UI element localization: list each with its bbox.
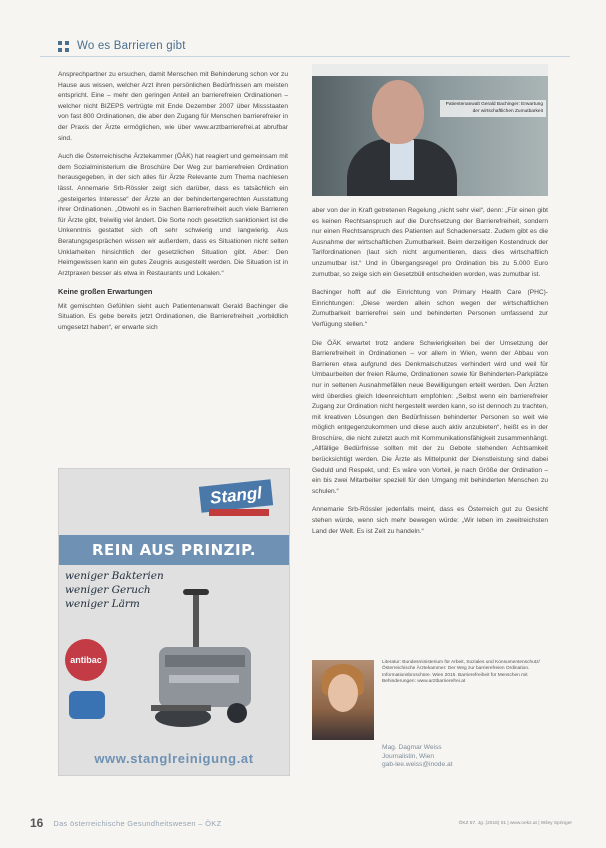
slogan-line: weniger Bakterien (65, 570, 164, 582)
page-footer (30, 815, 576, 831)
author-line: Mag. Dagmar Weiss (382, 744, 442, 751)
author-references: Literatur: Bundesministerium für Arbeit, Soziales und Konsumentenschutz/Österreichische Ärztekammer: Der Weg zur barrierefreien Ordination. Informationsbroschüre. Wien 2015. Barrierefreiheit für Menschen mit Behinderungen: www.arztbarrierefrei.at (382, 660, 540, 685)
cleaning-badge-icon (69, 691, 105, 719)
paragraph: Annemarie Srb-Rössler jedenfalls meint, dass es Österreich gut zu Gesicht stehen würde, wenn sich mehr bewegen würde: „Wir leben im zweitreichsten Land der Welt. Es ist Zeit zu handeln.“ (312, 506, 548, 535)
portrait-photo (312, 64, 548, 196)
ad-url-link[interactable]: www.stanglreinigung.at (94, 751, 254, 766)
paragraph: Mit gemischten Gefühlen sieht auch Patientenanwalt Gerald Bachinger die Situation. Es gebe bereits jetzt Ordinationen, die Barrierefreiheit „vorbildlich umgesetzt haben“, er erwarte sich (58, 302, 288, 332)
brand-logo: Stangl (199, 479, 273, 512)
section-title: Wo es Barrieren gibt (77, 40, 186, 52)
photo-caption: Patientenanwalt Gerald Bachinger: Erwartung der wirtschaftlichen Zumutbarkeit (440, 100, 546, 117)
paragraph: Die ÖÄK erwartet trotz andere Schwierigkeiten bei der Umsetzung der Barrierefreiheit in Ordinationen – vor allem in Wien, wenn der Abbau von Barrieren etwa aufgrund des Denkmalschutzes verhindert wird und weil für Umbaurbeiten der freien Räume, Ordinationen sowie für Behinderten-Parkplätze nur in seltenen Ausnahmefällen neue Bewilligungen erteilt werden. Den Ärzten wird überdies gleich Ideenreichtum empfohlen: „Selbst wenn ein barrierefreier Zugang zur Ordination nicht hergestellt werden kann, so ist dennoch zu trachten, mit kreativen Lösungen den Bedürfnissen behinderter Personen so weit wie möglich entgegenzukommen und diese auch aktiv anzubieten“, heißt es in der Broschüre, die nicht zuletzt auch mit Kommunikationsfähigkeit zusammenhängt. „Allfällige Bedürfnisse sollten mit der zu Gebote stehenden Achtsamkeit berücksichtigt werden. Die Ärzte als Mittelpunkt der Dienstleistung sind dabei Geduld und Respekt, und: Es wäre von Vorteil, je nach Größe der Ordination – ein bis zwei Mitarbeiter speziell für den Umgang mit behinderten Menschen zu schulen.“ (312, 339, 548, 495)
scrubber-machine-icon (145, 587, 265, 733)
section-header (58, 40, 186, 52)
author-box (312, 660, 548, 780)
paragraph: Bachinger hofft auf die Einrichtung von Primary Health Care (PHC)-Einrichtungen: „Diese werden allein schon wegen der wirtschaftlichen Zumutbarkeit barrierefrei sein und behinderten Personen umfassend zur Verfügung stellen.“ (312, 289, 548, 328)
slogan-line: weniger Geruch (65, 584, 151, 596)
antibac-badge: antibac (65, 639, 107, 681)
author-line: Journalistin, Wien (382, 752, 435, 760)
slogan-line: weniger Lärm (65, 598, 140, 610)
grid-dots-icon (58, 41, 69, 52)
ad-headline: REIN AUS PRINZIP. (59, 535, 289, 565)
advertisement[interactable] (58, 468, 290, 776)
logo-stripe (209, 509, 269, 516)
paragraph: Ansprechpartner zu ersuchen, damit Menschen mit Behinderung schon vor zu Hause aus wissen, welcher Arzt ihren persönlichen Bedürfnissen am meisten entspricht. Eine – mehr den geringen Anteil an barrierefreien Ordinationen – welcher nicht BIZEPS vertrügte mit Ende Dezember 2007 über Missstaaten von fast 800 Ordinationen, die aber den Zugang für Menschen barrierefreier in der Praxis der Ärzte ermöglichen, wie über www.arztbarrierefrei.at abrufbar sind. (58, 71, 288, 142)
footer-meta: ÖKZ 57. Jg. (2016) 01 | www.oekz.at | Wiley Springer (458, 820, 572, 826)
subheading: Keine großen Erwartungen (58, 287, 153, 297)
footer-title: Das österreichische Gesundheitswesen – ÖKZ (53, 818, 222, 828)
author-photo (312, 660, 374, 740)
right-column (312, 206, 548, 545)
paragraph: Auch die Österreichische Ärztekammer (ÖÄK) hat reagiert und gemeinsam mit dem Sozialministerium die Broschüre Der Weg zur barrierefreien Ordination herausgegeben, in der sich alles für Ärzte Relevante zum Thema nachlesen lässt. Annemarie Srb-Rössler zeigt sich darüber, dass es tatsächlich ein „gesteigertes Interesse“ der Ärzte an der behindertengerechten Ausstattung ihrer Ordinationen. „Obwohl es in Sachen Barrierefreiheit auch viele Barrieren für Ärzte gibt, freiwilig viel ändert. Die Sorte noch gesetzlich sanktioniert ist die Unkenntnis gestattet sich oft sehr schwierig und langwierig. Aus Beratungsgesprächen wissen wir außerdem, dass es Situationen nicht selten Unklarheiten hinsichtlich der gesetzlichen Situation gibt. Aber: Den Heimgewissen kann ein gutes Zeugnis ausgestellt werden. Die Situation ist in Arztpraxen besser als etwa in Restaurants und Lokalen.“ (58, 153, 288, 277)
paragraph: aber von der in Kraft getretenen Regelung „nicht sehr viel“, denn: „Für einen gibt es keinen Rechtsanspruch auf die Durchsetzung der Barrierefreiheit, sondern nur einen Rechtsanspruch des Patienten auf Schadenersatz. Zudem gibt es die Ausnahme der wirtschaftlichen Zumutbarkeit. Beim derzeitigen Kostendruck der Tarifordinationen (laut sich nicht argumentieren, dass dies wirtschaftlich unzumutbar ist.“ Und in Übergangsregel pro Ordination bis zu 5.000 Euro zumutbar, so zeige sich ein Gesetzbüll entscheiden worden, was zumutbar ist. (312, 207, 548, 278)
header-divider (40, 56, 570, 57)
author-email[interactable]: gab-lee.weiss@inode.at (382, 761, 453, 769)
left-column (58, 70, 288, 342)
author-name (382, 744, 452, 770)
page-number: 16 (30, 816, 44, 830)
